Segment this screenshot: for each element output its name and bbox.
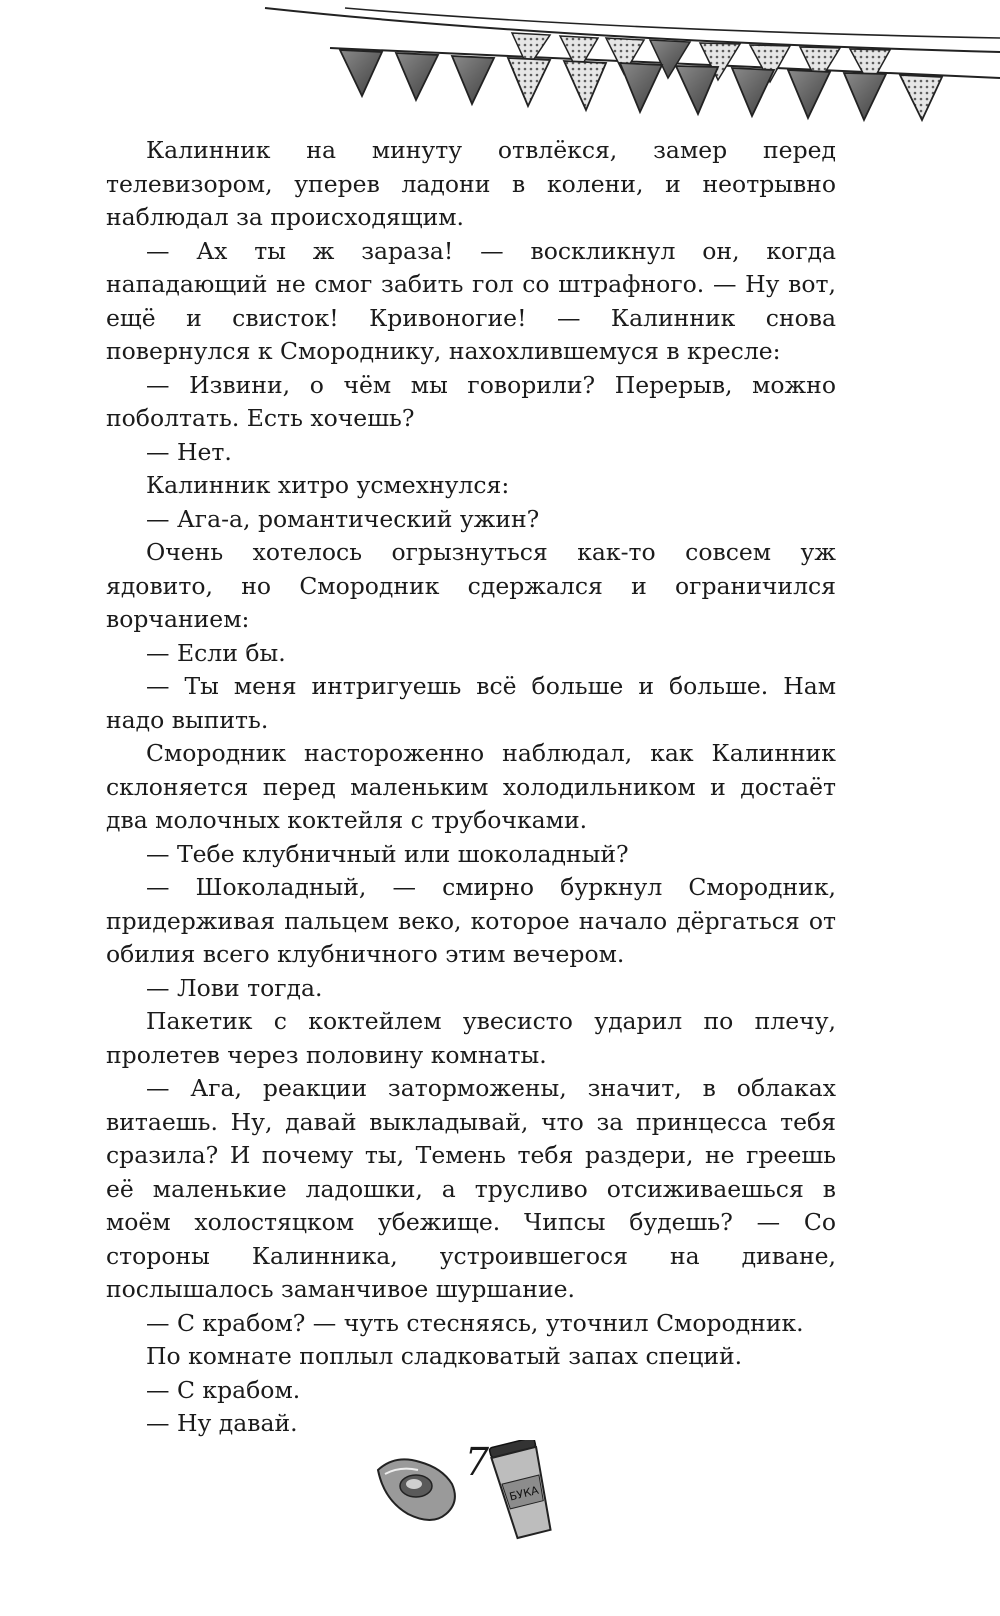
paragraph: Смородник настороженно наблюдал, как Калинник склоняется перед маленьким холодильником и достаёт два молочных коктейля с трубочками. bbox=[106, 739, 836, 834]
paragraph: Пакетик с коктейлем увесисто ударил по плечу, пролетев через половину комнаты. bbox=[106, 1007, 836, 1069]
paragraph: — Извини, о чём мы говорили? Перерыв, можно поболтать. Есть хочешь? bbox=[106, 370, 836, 432]
page-number: 7 bbox=[464, 1440, 490, 1484]
paragraph: — Тебе клубничный или шоколадный? bbox=[146, 839, 629, 868]
paragraph: — Ага, реакции заторможены, значит, в облаках витаешь. Ну, давай выкладывай, что за принцесса тебя сразила? И почему ты, Темень тебя раздери, не греешь её маленькие ладошки, а трусливо отсиживаешься в моём холостяцком убежище. Чипсы будешь? — Со стороны Калинника, устроившегося на диване, послышалось заманчивое шуршание. bbox=[106, 1074, 836, 1303]
paragraph: — С крабом. bbox=[146, 1375, 301, 1404]
paragraph: — Нет. bbox=[146, 437, 232, 466]
paragraph: — Шоколадный, — смирно буркнул Смородник, придерживая пальцем веко, которое начало дёргаться от обилия всего клубничного этим вечером. bbox=[106, 873, 836, 968]
paragraph: — Если бы. bbox=[146, 638, 286, 667]
paragraph: По комнате поплыл сладковатый запах специй. bbox=[146, 1342, 743, 1370]
paragraph: — Ага-а, романтический ужин? bbox=[146, 504, 540, 533]
coffee-cup-icon bbox=[489, 1440, 556, 1539]
body-text bbox=[106, 134, 836, 1441]
cup-label: БУКА bbox=[508, 1483, 540, 1504]
paragraph: — Ты меня интригуешь всё больше и больше. Нам надо выпить. bbox=[106, 672, 836, 734]
paragraph: — С крабом? — чуть стесняясь, уточнил Смородник. bbox=[146, 1308, 804, 1337]
pastry-icon bbox=[378, 1459, 455, 1520]
bunting-garland-icon bbox=[0, 0, 1000, 130]
paragraph: — Ах ты ж зараза! — воскликнул он, когда нападающий не смог забить гол со штрафного. — Ну вот, ещё и свисток! Кривоногие! — Калинник снова повернулся к Смороднику, нахохлившемуся в кресле: bbox=[106, 236, 836, 365]
paragraph: — Ну давай. bbox=[146, 1409, 298, 1437]
footer-decoration bbox=[0, 1440, 1000, 1560]
paragraph: Очень хотелось огрызнуться как-то совсем уж ядовито, но Смородник сдержался и ограничился ворчанием: bbox=[106, 538, 836, 633]
paragraph: Калинник хитро усмехнулся: bbox=[146, 471, 510, 499]
paragraph: Калинник на минуту отвлёкся, замер перед телевизором, уперев ладони в колени, и неотрывно наблюдал за происходящим. bbox=[106, 136, 836, 231]
paragraph: — Лови тогда. bbox=[146, 973, 323, 1002]
